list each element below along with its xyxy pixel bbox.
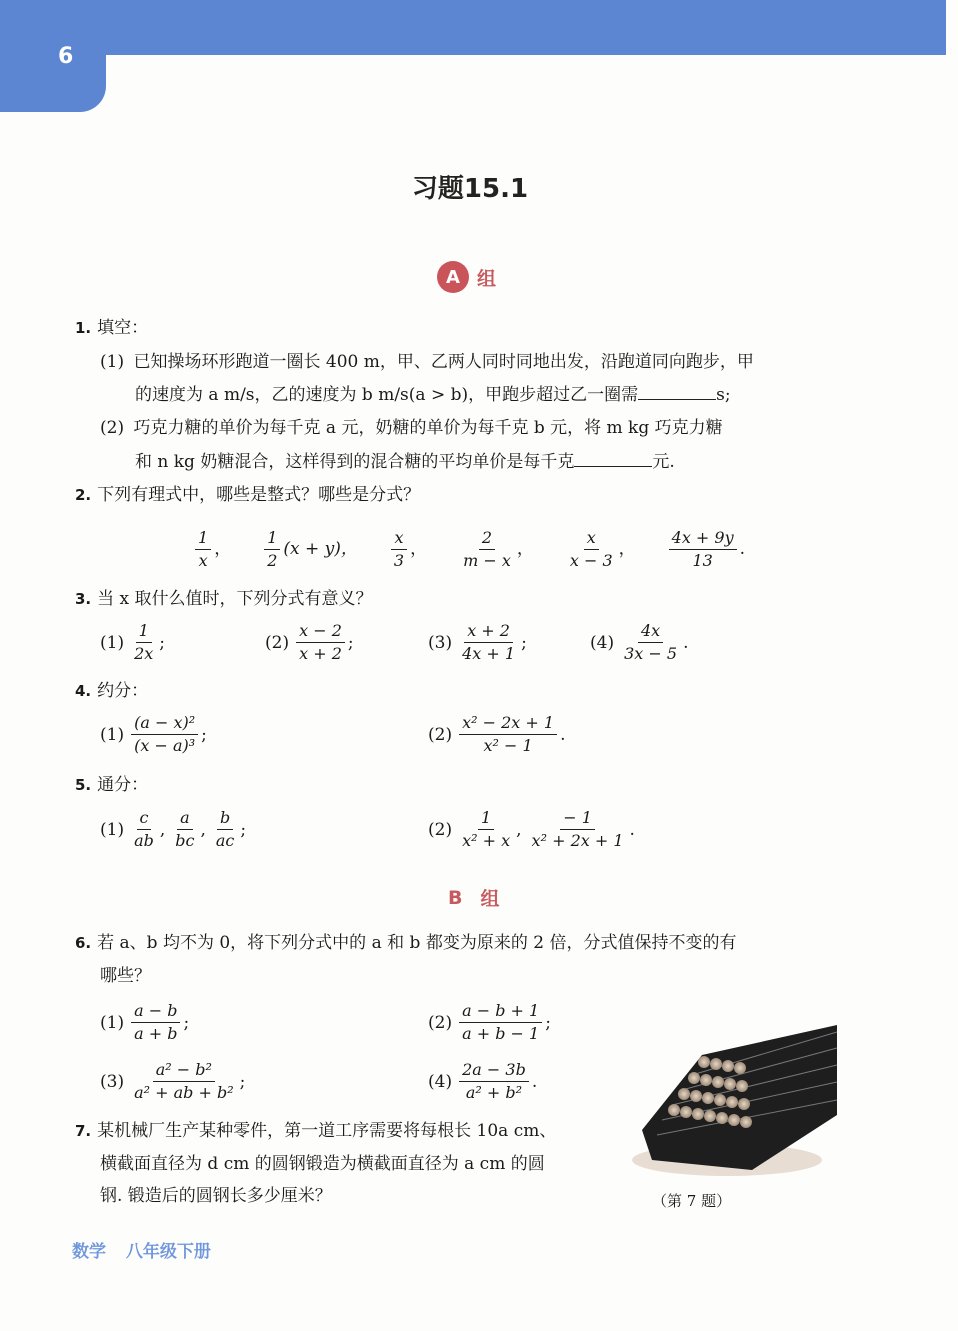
numerator: 4x + 9y <box>669 527 737 550</box>
numerator: c <box>137 807 152 830</box>
tail: . <box>531 1071 538 1092</box>
numerator: x + 2 <box>464 620 513 643</box>
denominator: 13 <box>692 551 713 570</box>
tail: . <box>683 632 689 653</box>
tail: , <box>200 819 206 840</box>
group-label: 组 <box>480 888 500 910</box>
problem-number: 3. <box>75 590 92 608</box>
group-b-heading <box>448 884 500 911</box>
group-label: 组 <box>477 267 497 290</box>
problem-2-stem <box>75 483 420 507</box>
sub-label: (1) <box>100 632 125 653</box>
problem-7-line2: 横截面直径为 d cm 的圆钢锻造为横截面直径为 a cm 的圆 <box>100 1154 545 1174</box>
problem-4-stem <box>75 679 148 703</box>
numerator: x² − 2x + 1 <box>459 712 557 735</box>
numerator: b <box>217 807 233 830</box>
numerator: a² − b² <box>153 1059 215 1082</box>
fraction <box>459 1000 542 1045</box>
expression <box>564 527 636 572</box>
denominator: 4x + 1 <box>462 644 516 663</box>
problem-number: 2. <box>75 486 92 504</box>
sub-label: (1) <box>100 1012 125 1033</box>
denominator: x + 2 <box>299 644 342 663</box>
denominator: ac <box>215 831 235 850</box>
numerator: a − b <box>131 1000 180 1023</box>
sub-label: (1) <box>100 819 125 840</box>
tail: ; <box>545 1012 551 1033</box>
numerator: 1 <box>195 527 211 550</box>
problem-1-2-line2 <box>135 450 675 474</box>
fraction <box>131 1059 237 1104</box>
problem-text: 当 x 取什么值时，下列分式有意义？ <box>97 589 373 609</box>
problem-number: 5. <box>75 776 92 794</box>
problem-6-item-3 <box>100 1059 245 1104</box>
group-a-heading <box>437 261 496 293</box>
answer-blank[interactable] <box>638 383 716 400</box>
numerator: x <box>584 527 599 550</box>
expression <box>457 527 534 572</box>
tail: , <box>159 819 166 840</box>
problem-6-item-1 <box>100 1000 189 1045</box>
fraction <box>172 807 197 852</box>
fraction <box>195 527 211 572</box>
sub-label: (2) <box>428 1012 453 1033</box>
denominator: x − 3 <box>569 551 613 570</box>
tail: ; <box>239 1071 246 1092</box>
header-band <box>0 0 946 55</box>
expression <box>261 527 358 572</box>
numerator: 2 <box>479 527 495 550</box>
fraction <box>567 527 616 572</box>
figure-caption: （第 7 题） <box>652 1192 732 1210</box>
problem-6-line1 <box>75 931 736 955</box>
sub-label: (4) <box>590 632 615 653</box>
fraction <box>391 527 407 572</box>
sub-label: (4) <box>428 1071 453 1092</box>
sub-label: (2) <box>428 724 453 745</box>
problem-5-stem <box>75 773 148 797</box>
denominator: 3 <box>393 551 405 570</box>
tail: ， <box>410 539 428 559</box>
denominator: 2 <box>267 551 278 570</box>
tail: ， <box>516 539 534 559</box>
fraction <box>131 712 198 757</box>
problem-2-expressions <box>192 527 745 572</box>
group-b-badge: B <box>448 886 463 909</box>
problem-text: 的速度为 a m/s，乙的速度为 b m/s(a > b)，甲跑步超过乙一圈需 <box>135 385 639 405</box>
numerator: (a − x)² <box>131 712 198 735</box>
problem-6-item-2 <box>428 1000 551 1045</box>
tail: . <box>739 539 746 559</box>
tail: ; <box>201 724 207 745</box>
expression <box>388 527 427 572</box>
sub-label: (2) <box>265 632 290 653</box>
fraction <box>459 807 513 852</box>
problem-3-item-2 <box>265 620 354 665</box>
numerator: 4x <box>638 620 663 643</box>
sub-label: (2) <box>100 418 125 438</box>
fraction <box>621 620 680 665</box>
denominator: 2x <box>134 644 154 663</box>
tail: ; <box>240 819 247 840</box>
fraction <box>131 807 157 852</box>
answer-blank[interactable] <box>574 450 652 467</box>
denominator: (x − a)³ <box>134 736 196 755</box>
page-number: 6 <box>58 44 74 69</box>
denominator: ab <box>134 831 154 850</box>
tail: ， <box>214 539 232 559</box>
tail: . <box>560 724 566 745</box>
tail: ， <box>618 539 636 559</box>
fraction <box>264 527 280 572</box>
denominator: a² + b² <box>465 1083 523 1102</box>
unit: s; <box>716 385 731 405</box>
book-footer: 数学 八年级下册 <box>72 1242 211 1262</box>
denominator: x² + x <box>462 831 511 850</box>
problem-3-item-4 <box>590 620 688 665</box>
problem-text: 和 n kg 奶糖混合，这样得到的混合糖的平均单价是每千克 <box>135 452 575 472</box>
problem-3-item-1 <box>100 620 165 665</box>
steel-bars-illustration <box>632 1020 842 1180</box>
problem-text: 下列有理式中，哪些是整式？哪些是分式？ <box>97 485 421 505</box>
fraction <box>529 807 627 852</box>
problem-number: 1. <box>75 319 92 337</box>
fraction <box>213 807 238 852</box>
denominator: 3x − 5 <box>624 644 678 663</box>
sub-label: (3) <box>100 1071 125 1092</box>
denominator: x² + 2x + 1 <box>531 831 624 850</box>
numerator: x <box>391 527 406 550</box>
expression <box>192 527 231 572</box>
page-tab <box>0 0 106 112</box>
sub-label: (2) <box>428 819 453 840</box>
fraction <box>460 527 514 572</box>
fraction <box>131 620 156 665</box>
numerator: a <box>177 807 193 830</box>
problem-6-item-4 <box>428 1059 537 1104</box>
problem-text: 通分： <box>97 775 149 795</box>
tail: ; <box>521 632 527 653</box>
numerator: 1 <box>136 620 152 643</box>
denominator: a + b <box>134 1024 178 1043</box>
tail: ; <box>159 632 166 653</box>
tail: . <box>629 819 635 840</box>
page-title: 习题15.1 <box>411 174 529 204</box>
denominator: a + b − 1 <box>462 1024 540 1043</box>
denominator: bc <box>175 831 195 850</box>
fraction <box>296 620 345 665</box>
fraction <box>459 1059 529 1104</box>
sub-label: (3) <box>428 632 453 653</box>
fraction <box>459 620 518 665</box>
denominator: x² − 1 <box>483 736 533 755</box>
problem-3-item-3 <box>428 620 527 665</box>
numerator: 1 <box>264 527 280 550</box>
problem-3-stem <box>75 587 373 611</box>
problem-text: 已知操场环形跑道一圈长 400 m，甲、乙两人同时同地出发，沿跑道同向跑步，甲 <box>133 352 754 372</box>
problem-4-item-2 <box>428 712 565 757</box>
fraction <box>459 712 557 757</box>
problem-1-1-line1 <box>100 350 754 374</box>
numerator: 1 <box>478 807 494 830</box>
unit: 元. <box>652 452 675 472</box>
problem-text: 约分： <box>97 681 149 701</box>
problem-text: 若 a、b 均不为 0，将下列分式中的 a 和 b 都变为原来的 2 倍，分式值保持不变的有 <box>97 933 737 953</box>
problem-4-item-1 <box>100 712 207 757</box>
numerator: a − b + 1 <box>459 1000 542 1023</box>
problem-7-line1 <box>75 1119 556 1143</box>
problem-number: 6. <box>75 934 92 952</box>
problem-1-1-line2 <box>135 383 731 407</box>
denominator: x <box>198 551 208 570</box>
tail: ; <box>347 632 354 653</box>
numerator: x − 2 <box>296 620 345 643</box>
problem-1-stem <box>75 316 148 340</box>
fraction <box>669 527 737 572</box>
tail: , <box>516 819 522 840</box>
problem-number: 4. <box>75 682 92 700</box>
expression <box>666 527 745 572</box>
problem-number: 7. <box>75 1122 92 1140</box>
numerator: 2a − 3b <box>459 1059 529 1082</box>
problem-text: 某机械厂生产某种零件，第一道工序需要将每根长 10a cm、 <box>97 1121 557 1141</box>
problem-5-item-2 <box>428 807 635 852</box>
fraction <box>131 1000 180 1045</box>
problem-text: 填空： <box>97 318 149 338</box>
denominator: m − x <box>463 551 511 570</box>
sub-label: (1) <box>100 724 125 745</box>
sub-label: (1) <box>100 352 125 372</box>
denominator: a² + ab + b² <box>134 1083 234 1102</box>
numerator: − 1 <box>560 807 595 830</box>
tail: (x + y)， <box>283 539 358 559</box>
problem-7-line3: 钢. 锻造后的圆钢长多少厘米？ <box>100 1186 332 1206</box>
group-a-badge: A <box>437 261 469 293</box>
problem-5-item-1 <box>100 807 246 852</box>
problem-1-2-line1 <box>100 416 723 440</box>
tail: ; <box>183 1012 190 1033</box>
problem-text: 巧克力糖的单价为每千克 a 元，奶糖的单价为每千克 b 元，将 m kg 巧克力糖 <box>133 418 723 438</box>
problem-6-line2: 哪些？ <box>100 966 151 986</box>
